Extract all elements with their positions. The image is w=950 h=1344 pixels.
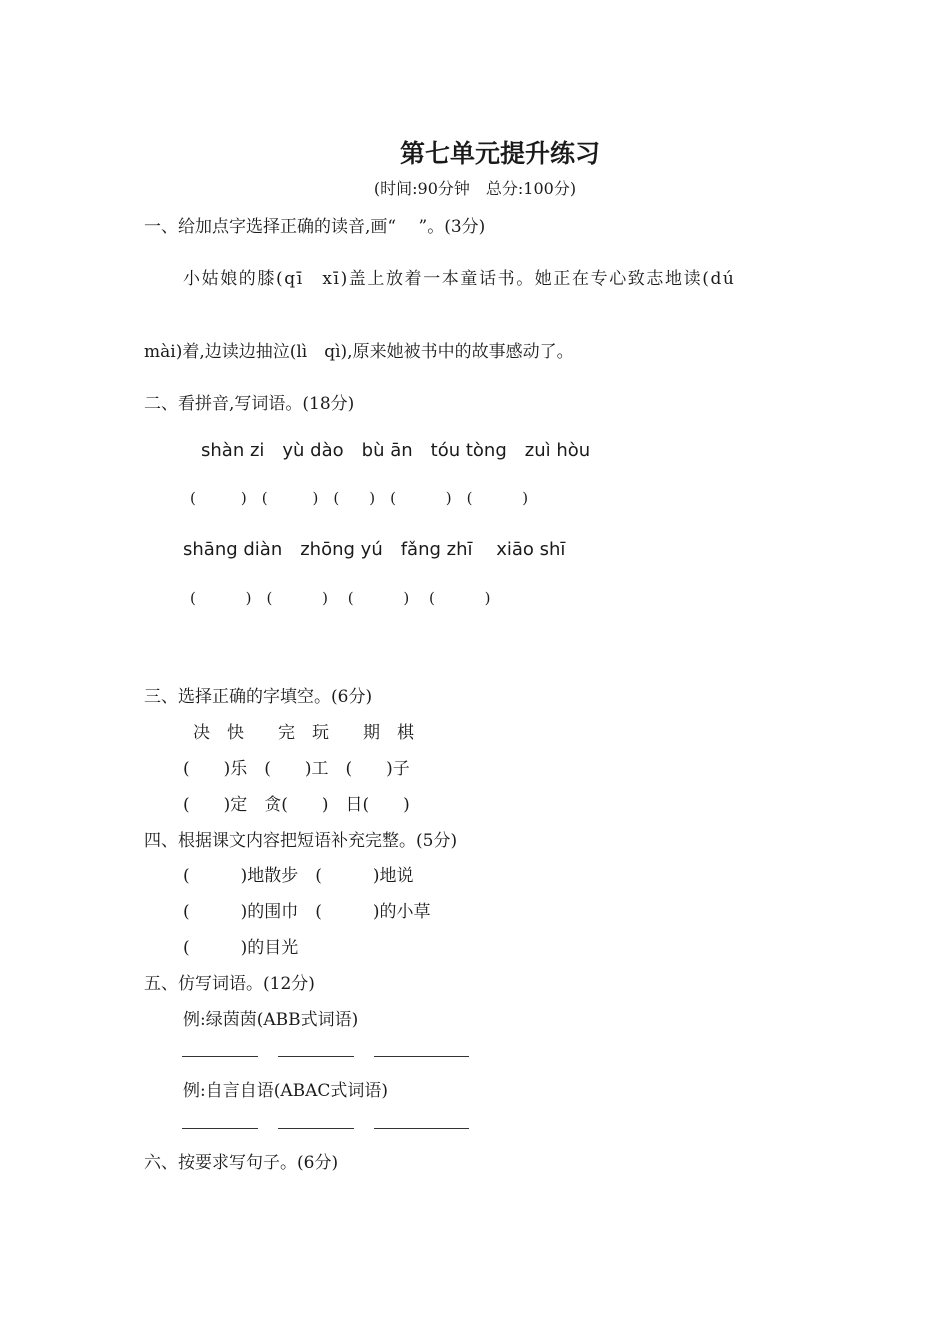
exam-info: (时间:90分钟 总分:100分) [373,179,577,198]
q3-row2: ( )定 贪( ) 日( ) [183,795,410,815]
q2-heading: 二、看拼音,写词语。(18分) [144,394,355,414]
q4-heading: 四、根据课文内容把短语补充完整。(5分) [144,831,458,851]
q2-answer-row1: ( ) ( ) ( ) ( ) ( ) [190,489,529,507]
q2-pinyin-row1: shàn zi yù dào bù ān tóu tòng zuì hòu [201,440,591,461]
q3-char-options: 决 快 完 玩 期 棋 [193,723,414,743]
q5-example1: 例:绿茵茵(ABB式词语) [183,1010,359,1030]
q1-passage-line2: mài)着,边读边抽泣(lì qì),原来她被书中的故事感动了。 [144,342,574,362]
q1-heading: 一、给加点字选择正确的读音,画“ ”。(3分) [144,217,486,237]
q5-blank-1a[interactable] [182,1056,258,1057]
q1-passage-line1: 小姑娘的膝(qī xī)盖上放着一本童话书。她正在专心致志地读(dú [183,269,736,289]
q4-row3: ( )的目光 [183,938,299,958]
q6-heading: 六、按要求写句子。(6分) [144,1153,339,1173]
q5-blank-2c[interactable] [374,1128,469,1129]
q5-blank-1b[interactable] [278,1056,354,1057]
q3-row1: ( )乐 ( )工 ( )子 [183,759,410,779]
q5-blank-1c[interactable] [374,1056,469,1057]
q5-blank-2b[interactable] [278,1128,354,1129]
q2-answer-row2: ( ) ( ) ( ) ( ) [190,589,491,607]
q2-pinyin-row2: shāng diàn zhōng yú fǎng zhī xiāo shī [183,539,566,560]
q5-heading: 五、仿写词语。(12分) [144,974,315,994]
page-title: 第七单元提升练习 [399,139,600,168]
q3-heading: 三、选择正确的字填空。(6分) [144,687,373,707]
q4-row1: ( )地散步 ( )地说 [183,866,414,886]
q5-blank-2a[interactable] [182,1128,258,1129]
q4-row2: ( )的围巾 ( )的小草 [183,902,431,922]
q5-example2: 例:自言自语(ABAC式词语) [183,1081,389,1101]
